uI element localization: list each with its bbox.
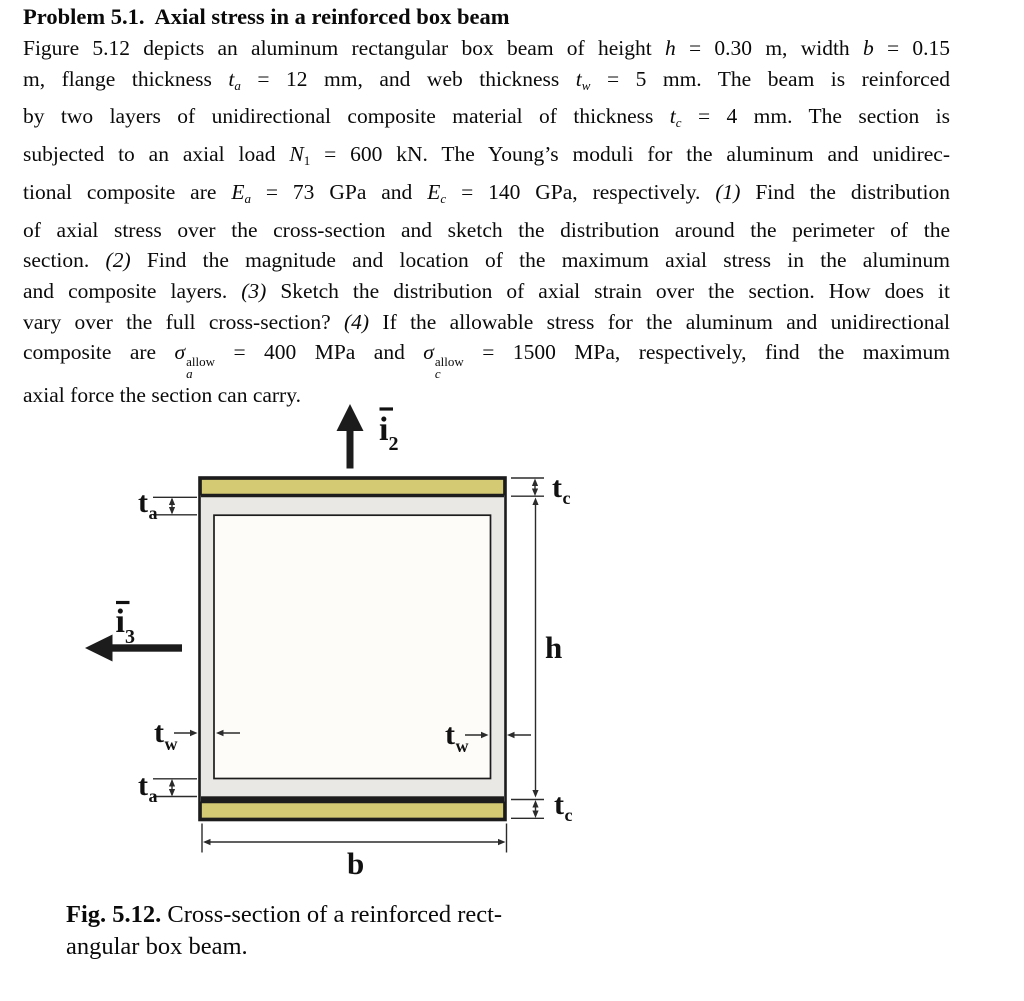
h-label: h	[545, 630, 563, 665]
i2-label: i	[379, 411, 389, 448]
caption-line-2: angular box beam.	[66, 933, 248, 960]
i2-arrow-shaft	[347, 429, 354, 469]
axis-arrow-i2	[337, 404, 399, 469]
problem-statement	[23, 1, 950, 411]
sigma-allow-stack: allow a	[186, 354, 216, 382]
ta-bottom-label: t	[138, 769, 148, 802]
i2-arrow-head	[337, 404, 364, 431]
composite-top-layer	[201, 479, 504, 495]
tc-top-label-sub: c	[562, 488, 571, 508]
problem-line-9: vary over the full cross-section? (4) If the allowable stress for the aluminum and unidirectional	[23, 309, 950, 334]
tw-right-label-sub: w	[455, 736, 469, 756]
problem-line-5: tional composite are Ea = 73 GPa and Ec = 140 GPa, respectively. (1) Find the distribution	[23, 179, 950, 206]
problem-line-4: subjected to an axial load N1 = 600 kN. The Young’s moduli for the aluminum and unidirec-	[23, 142, 950, 169]
i2-label-sub: 2	[388, 433, 399, 455]
b-label: b	[347, 846, 365, 881]
tc-bottom-label: t	[554, 788, 564, 821]
problem-line-11: axial force the section can carry.	[23, 383, 301, 408]
box-cross-section	[200, 478, 506, 821]
ta-dimension-bottom	[138, 769, 197, 806]
composite-bottom-layer	[201, 802, 504, 818]
b-dimension	[202, 824, 507, 882]
problem-line-7: section. (2) Find the magnitude and location of the maximum axial stress in the aluminum	[23, 248, 950, 273]
problem-line-6: of axial stress over the cross-section and sketch the distribution around the perimeter of the	[23, 217, 950, 242]
tc-dimension-bottom	[511, 788, 573, 825]
tc-top-label: t	[552, 471, 562, 504]
caption-line-1	[66, 899, 626, 931]
caption-figure-number: Fig. 5.12.	[66, 901, 162, 928]
tc-bottom-label-sub: c	[564, 805, 573, 825]
ta-bottom-label-sub: a	[148, 786, 158, 806]
caption-text-1: Cross-section of a reinforced rect-	[161, 901, 503, 928]
problem-line-2: m, flange thickness ta = 12 mm, and web thickness tw = 5 mm. The beam is reinforced	[23, 66, 950, 93]
figure-caption	[66, 899, 626, 963]
sigma-allow-stack: allow c	[434, 354, 464, 382]
axis-arrow-i3	[85, 603, 182, 662]
i3-arrow-shaft	[112, 644, 182, 651]
tw-left-label-sub: w	[164, 734, 178, 754]
ta-dimension-top	[138, 486, 197, 523]
figure-5-12	[60, 390, 620, 890]
problem-line-1: Figure 5.12 depicts an aluminum rectangular box beam of height h = 0.30 m, width b = 0.15	[23, 36, 950, 60]
tc-dimension-top	[511, 471, 571, 508]
i3-label: i	[115, 603, 125, 640]
problem-line-3: by two layers of unidirectional composite material of thickness tc = 4 mm. The section is	[23, 104, 950, 131]
i3-label-sub: 3	[125, 626, 135, 648]
i3-arrow-head	[85, 635, 113, 662]
problem-title: Problem 5.1. Axial stress in a reinforced box beam	[23, 4, 510, 29]
problem-body	[23, 33, 950, 411]
problem-line-8: and composite layers. (3) Sketch the distribution of axial strain over the section. How does it	[23, 278, 950, 303]
h-dimension	[532, 498, 562, 798]
ta-top-label-sub: a	[148, 503, 158, 523]
problem-line-10: composite are σ allow a = 400 MPa and σ allow c = 1500 MPa, respectively, find the maximum	[23, 340, 950, 382]
tw-right-label: t	[445, 718, 455, 751]
ta-top-label: t	[138, 486, 148, 519]
tw-left-label: t	[154, 716, 164, 749]
